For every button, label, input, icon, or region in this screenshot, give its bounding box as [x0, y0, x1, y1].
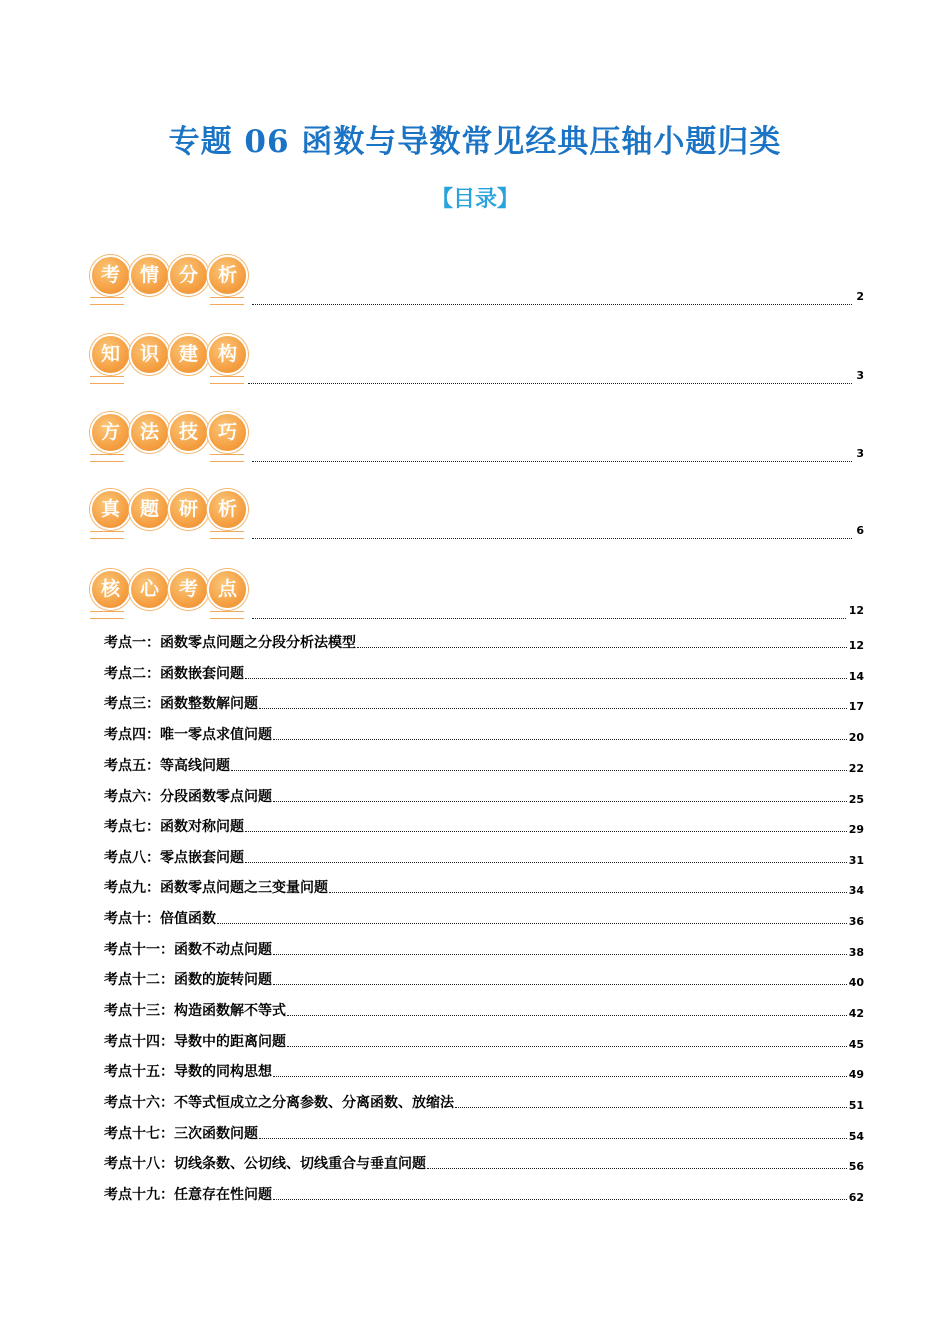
badge-decoration — [210, 297, 244, 305]
toc-item-label: 考点十三：构造函数解不等式 — [104, 1003, 286, 1019]
dot-leader — [259, 1138, 847, 1139]
dot-leader — [273, 984, 847, 985]
dot-leader — [273, 1076, 847, 1077]
badge-char: 考 — [168, 569, 209, 610]
toc-item[interactable] — [104, 1061, 864, 1081]
dot-leader — [252, 290, 852, 305]
toc-item-label: 考点十四：导数中的距离问题 — [104, 1034, 286, 1050]
badge-char: 研 — [168, 489, 209, 530]
toc-section-hexin[interactable] — [88, 566, 864, 626]
badge-char: 点 — [207, 569, 248, 610]
dot-leader — [273, 739, 847, 740]
toc-item[interactable] — [104, 969, 864, 989]
badge-decoration — [90, 376, 124, 384]
toc-item-label: 考点二：函数嵌套问题 — [104, 666, 244, 682]
badge-decoration — [210, 454, 244, 462]
toc-item[interactable] — [104, 1153, 864, 1173]
toc-item-label: 考点十八：切线条数、公切线、切线重合与垂直问题 — [104, 1156, 426, 1172]
toc-item[interactable] — [104, 786, 864, 806]
dot-leader — [248, 369, 852, 384]
toc-item[interactable] — [104, 816, 864, 836]
toc-item-label: 考点八：零点嵌套问题 — [104, 850, 244, 866]
toc-section-fangfa[interactable] — [88, 409, 864, 469]
dot-leader — [259, 708, 847, 709]
toc-item-label: 考点十九：任意存在性问题 — [104, 1187, 272, 1203]
badge-char: 技 — [168, 412, 209, 453]
toc-item-label: 考点十五：导数的同构思想 — [104, 1064, 272, 1080]
toc-item[interactable] — [104, 663, 864, 683]
badge-decoration — [90, 531, 124, 539]
page-number: 54 — [848, 1130, 864, 1143]
badge-char: 析 — [207, 489, 248, 530]
badge-char: 心 — [129, 569, 170, 610]
dot-leader — [357, 647, 847, 648]
toc-item[interactable] — [104, 877, 864, 897]
section-badge — [88, 331, 258, 383]
page-number: 62 — [848, 1191, 864, 1204]
page-number: 29 — [848, 823, 864, 836]
badge-decoration — [210, 376, 244, 384]
toc-section-zhenti[interactable] — [88, 486, 864, 546]
badge-char: 法 — [129, 412, 170, 453]
toc-item[interactable] — [104, 1092, 864, 1112]
dot-leader — [245, 831, 847, 832]
badge-char: 核 — [90, 569, 131, 610]
page-number: 2 — [856, 290, 864, 303]
dot-leader — [231, 770, 847, 771]
page-number: 12 — [848, 639, 864, 652]
badge-char: 情 — [129, 255, 170, 296]
toc-section-zhishi[interactable] — [88, 331, 864, 391]
page-number: 31 — [848, 854, 864, 867]
page-number: 3 — [856, 369, 864, 382]
section-badge — [88, 486, 258, 538]
toc-item-label: 考点一：函数零点问题之分段分析法模型 — [104, 635, 356, 651]
toc-item[interactable] — [104, 1000, 864, 1020]
page-number: 56 — [848, 1160, 864, 1173]
toc-item-label: 考点五：等高线问题 — [104, 758, 230, 774]
toc-item[interactable] — [104, 1123, 864, 1143]
toc-item-label: 考点六：分段函数零点问题 — [104, 789, 272, 805]
page-number: 42 — [848, 1007, 864, 1020]
badge-decoration — [90, 454, 124, 462]
toc-item-label: 考点三：函数整数解问题 — [104, 696, 258, 712]
page-number: 14 — [848, 670, 864, 683]
page-number: 51 — [848, 1099, 864, 1112]
section-badge — [88, 409, 258, 461]
dot-leader — [273, 801, 847, 802]
dot-leader — [252, 524, 852, 539]
toc-item[interactable] — [104, 939, 864, 959]
toc-item[interactable] — [104, 847, 864, 867]
dot-leader — [252, 604, 846, 619]
page-number: 36 — [848, 915, 864, 928]
badge-decoration — [90, 611, 124, 619]
page-number: 38 — [848, 946, 864, 959]
toc-section-kaoqing[interactable] — [88, 252, 864, 312]
dot-leader — [252, 447, 852, 462]
toc-item-label: 考点十二：函数的旋转问题 — [104, 972, 272, 988]
document-title: 专题 06 函数与导数常见经典压轴小题归类 — [168, 124, 782, 160]
page-number: 17 — [848, 700, 864, 713]
dot-leader — [287, 1046, 847, 1047]
toc-item[interactable] — [104, 908, 864, 928]
toc-item-label: 考点十：倍值函数 — [104, 911, 216, 927]
toc-item-label: 考点四：唯一零点求值问题 — [104, 727, 272, 743]
badge-char: 析 — [207, 255, 248, 296]
badge-char: 方 — [90, 412, 131, 453]
page-number: 34 — [848, 884, 864, 897]
badge-char: 识 — [129, 334, 170, 375]
page-number: 6 — [856, 524, 864, 537]
dot-leader — [287, 1015, 847, 1016]
page-number: 3 — [856, 447, 864, 460]
badge-char: 真 — [90, 489, 131, 530]
toc-item[interactable] — [104, 1184, 864, 1204]
toc-item-label: 考点九：函数零点问题之三变量问题 — [104, 880, 328, 896]
badge-decoration — [90, 297, 124, 305]
page-number: 12 — [848, 604, 864, 617]
badge-decoration — [210, 611, 244, 619]
dot-leader — [329, 892, 847, 893]
dot-leader — [273, 954, 847, 955]
section-badge — [88, 252, 258, 304]
toc-item-label: 考点十一：函数不动点问题 — [104, 942, 272, 958]
badge-decoration — [210, 531, 244, 539]
dot-leader — [245, 678, 847, 679]
badge-char: 题 — [129, 489, 170, 530]
toc-item[interactable] — [104, 632, 864, 652]
toc-item[interactable] — [104, 755, 864, 775]
page-number: 25 — [848, 793, 864, 806]
badge-char: 考 — [90, 255, 131, 296]
dot-leader — [245, 862, 847, 863]
toc-item-label: 考点七：函数对称问题 — [104, 819, 244, 835]
toc-item-label: 考点十六：不等式恒成立之分离参数、分离函数、放缩法 — [104, 1095, 454, 1111]
toc-item[interactable] — [104, 724, 864, 744]
dot-leader — [455, 1107, 847, 1108]
dot-leader — [217, 923, 847, 924]
dot-leader — [427, 1168, 847, 1169]
badge-char: 建 — [168, 334, 209, 375]
dot-leader — [273, 1199, 847, 1200]
toc-item[interactable] — [104, 1031, 864, 1051]
badge-char: 分 — [168, 255, 209, 296]
badge-char: 构 — [207, 334, 248, 375]
section-badge — [88, 566, 258, 618]
page-number: 20 — [848, 731, 864, 744]
page-number: 45 — [848, 1038, 864, 1051]
toc-item-label: 考点十七：三次函数问题 — [104, 1126, 258, 1142]
page-number: 22 — [848, 762, 864, 775]
badge-char: 知 — [90, 334, 131, 375]
page-number: 40 — [848, 976, 864, 989]
badge-char: 巧 — [207, 412, 248, 453]
toc-item[interactable] — [104, 693, 864, 713]
page-number: 49 — [848, 1068, 864, 1081]
toc-heading: 【目录】 — [430, 187, 519, 212]
